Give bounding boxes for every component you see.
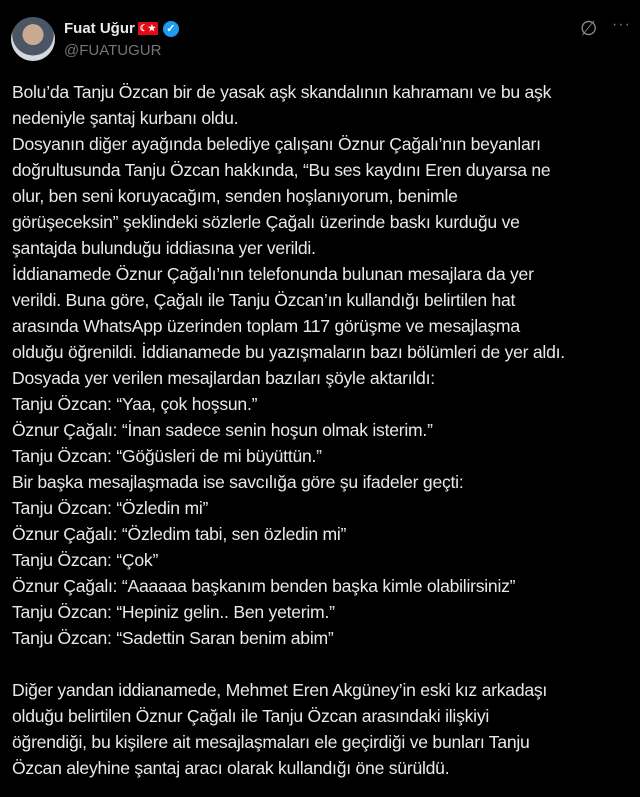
verified-badge-icon: ✓: [163, 21, 179, 37]
tweet-line: arasında WhatsApp üzerinden toplam 117 görüşme ve mesajlaşma: [12, 316, 520, 336]
tweet-line: nedeniyle şantaj kurbanı oldu.: [12, 108, 239, 128]
tweet-line: Tanju Özcan: “Sadettin Saran benim abim”: [12, 628, 334, 648]
tweet-line: olduğu belirtilen Öznur Çağalı ile Tanju Özcan arasındaki ilişkiyi: [12, 706, 490, 726]
tweet-line: verildi. Buna göre, Çağalı ile Tanju Özcan’ın kullandığı belirtilen hat: [12, 290, 516, 310]
tweet-line: Tanju Özcan: “Yaa, çok hoşsun.”: [12, 394, 258, 414]
tweet-line: Dosyada yer verilen mesajlardan bazıları şöyle aktarıldı:: [12, 368, 435, 388]
tweet-line: Tanju Özcan: “Çok”: [12, 550, 159, 570]
avatar[interactable]: [11, 17, 55, 61]
tweet-line: Özcan aleyhine şantaj aracı olarak kullandığı öne sürüldü.: [12, 758, 450, 778]
author-handle[interactable]: @FUATUGUR: [64, 42, 162, 59]
author-name[interactable]: Fuat Uğur: [64, 20, 135, 37]
tweet-line: Diğer yandan iddianamede, Mehmet Eren Akgüney’in eski kız arkadaşı: [12, 680, 548, 700]
tweet-line: öğrendiği, bu kişilere ait mesajlaşmaları ele geçirdiği ve bunları Tanju: [12, 732, 530, 752]
tweet-line: Tanju Özcan: “Göğüsleri de mi büyüttün.”: [12, 446, 322, 466]
more-icon[interactable]: ···: [612, 16, 631, 33]
tweet-line: Öznur Çağalı: “İnan sadece senin hoşun olmak isterim.”: [12, 420, 433, 440]
tweet-line: olur, ben seni koruyacağım, senden hoşlanıyorum, benimle: [12, 186, 458, 206]
tweet-line: Tanju Özcan: “Özledin mi”: [12, 498, 209, 518]
tweet-line: Öznur Çağalı: “Özledim tabi, sen özledin mi”: [12, 524, 347, 544]
paragraph-gap: [12, 651, 565, 677]
tweet-line: görüşeceksin” şeklindeki sözlerle Çağalı üzerinde baskı kurduğu ve: [12, 212, 520, 232]
tweet-line: Bolu’da Tanju Özcan bir de yasak aşk skandalının kahramanı ve bu aşk: [12, 82, 552, 102]
tweet-line: şantajda bulunduğu iddiasına yer verildi.: [12, 238, 316, 258]
author-name-row[interactable]: [64, 20, 179, 37]
turkey-flag-icon: ☾★: [139, 23, 156, 33]
tweet-line: Tanju Özcan: “Hepiniz gelin.. Ben yeterim.”: [12, 602, 335, 622]
tweet-line: Bir başka mesajlaşmada ise savcılığa göre şu ifadeler geçti:: [12, 472, 464, 492]
tweet-text: [12, 79, 565, 781]
tweet-line: olduğu öğrenildi. İddianamede bu yazışmaların bazı bölümleri de yer aldı.: [12, 342, 565, 362]
tweet-line: Dosyanın diğer ayağında belediye çalışanı Öznur Çağalı’nın beyanları: [12, 134, 541, 154]
tweet-line: doğrultusunda Tanju Özcan hakkında, “Bu ses kaydını Eren duyarsa ne: [12, 160, 551, 180]
tweet-line: İddianamede Öznur Çağalı’nın telefonunda bulunan mesajlara da yer: [12, 264, 534, 284]
grok-icon[interactable]: ∅: [580, 18, 598, 40]
tweet-line: Öznur Çağalı: “Aaaaaa başkanım benden başka kimle olabilirsiniz”: [12, 576, 516, 596]
